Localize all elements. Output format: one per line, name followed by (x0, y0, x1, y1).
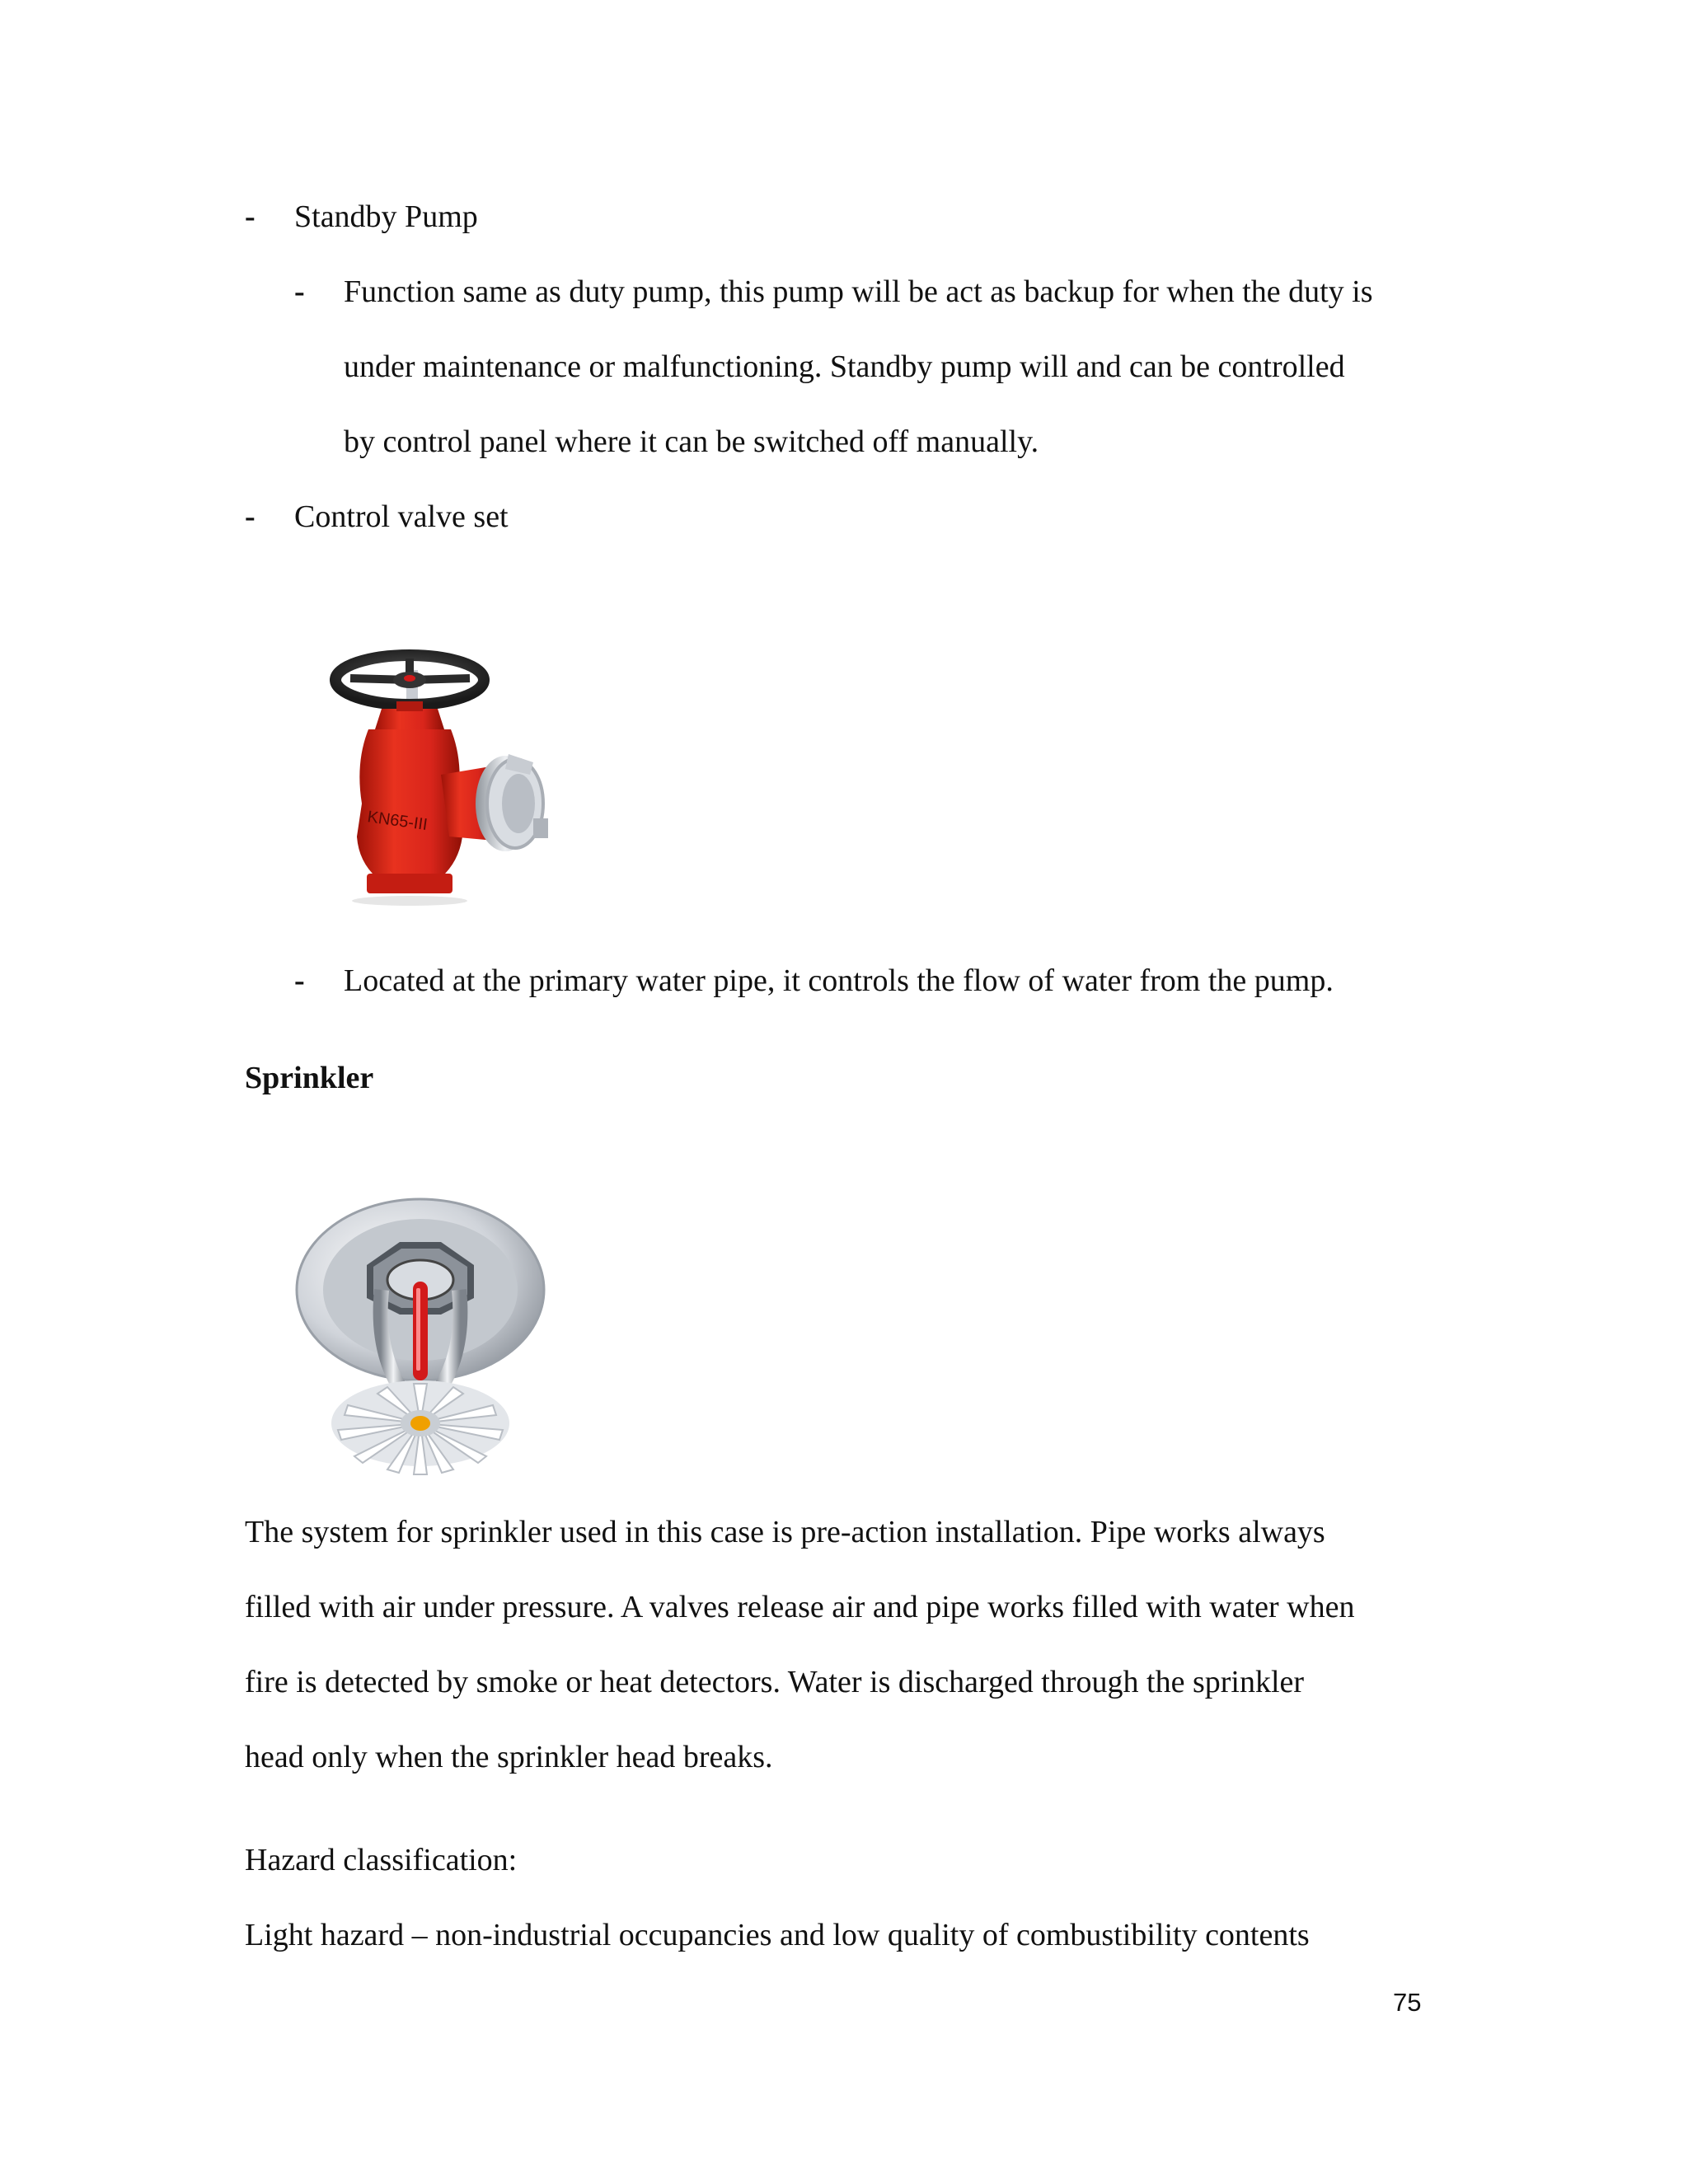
valve-casting-text: KN65-III (366, 808, 429, 835)
bullet-dash: - (245, 199, 256, 234)
standby-pump-desc-line-2: under maintenance or malfunctioning. Standby pump will and can be controlled (344, 349, 1345, 384)
standby-pump-label: Standby Pump (294, 199, 478, 234)
hydrant-valve-image (317, 639, 565, 911)
control-valve-desc: Located at the primary water pipe, it controls the flow of water from the pump. (344, 963, 1334, 998)
hazard-classification-label: Hazard classification: (245, 1843, 518, 1877)
bullet-dash: - (245, 499, 256, 534)
sprinkler-paragraph-line-4: head only when the sprinkler head breaks. (245, 1740, 773, 1774)
standby-pump-desc-line-1: Function same as duty pump, this pump will be act as backup for when the duty is (344, 274, 1373, 309)
sprinkler-paragraph-line-3: fire is detected by smoke or heat detectors. Water is discharged through the sprinkler (245, 1665, 1305, 1699)
sprinkler-paragraph-line-1: The system for sprinkler used in this case is pre-action installation. Pipe works always (245, 1515, 1325, 1549)
sprinkler-head-image (293, 1191, 548, 1488)
control-valve-label: Control valve set (294, 499, 509, 534)
light-hazard-line: Light hazard – non-industrial occupancies and low quality of combustibility contents (245, 1918, 1310, 1952)
bullet-dash: - (294, 274, 305, 309)
sprinkler-heading: Sprinkler (245, 1061, 374, 1095)
sprinkler-paragraph-line-2: filled with air under pressure. A valves release air and pipe works filled with water when (245, 1590, 1355, 1624)
standby-pump-desc-line-3: by control panel where it can be switched off manually. (344, 424, 1039, 459)
page-number: 75 (1393, 1988, 1422, 2017)
bullet-dash: - (294, 963, 305, 998)
